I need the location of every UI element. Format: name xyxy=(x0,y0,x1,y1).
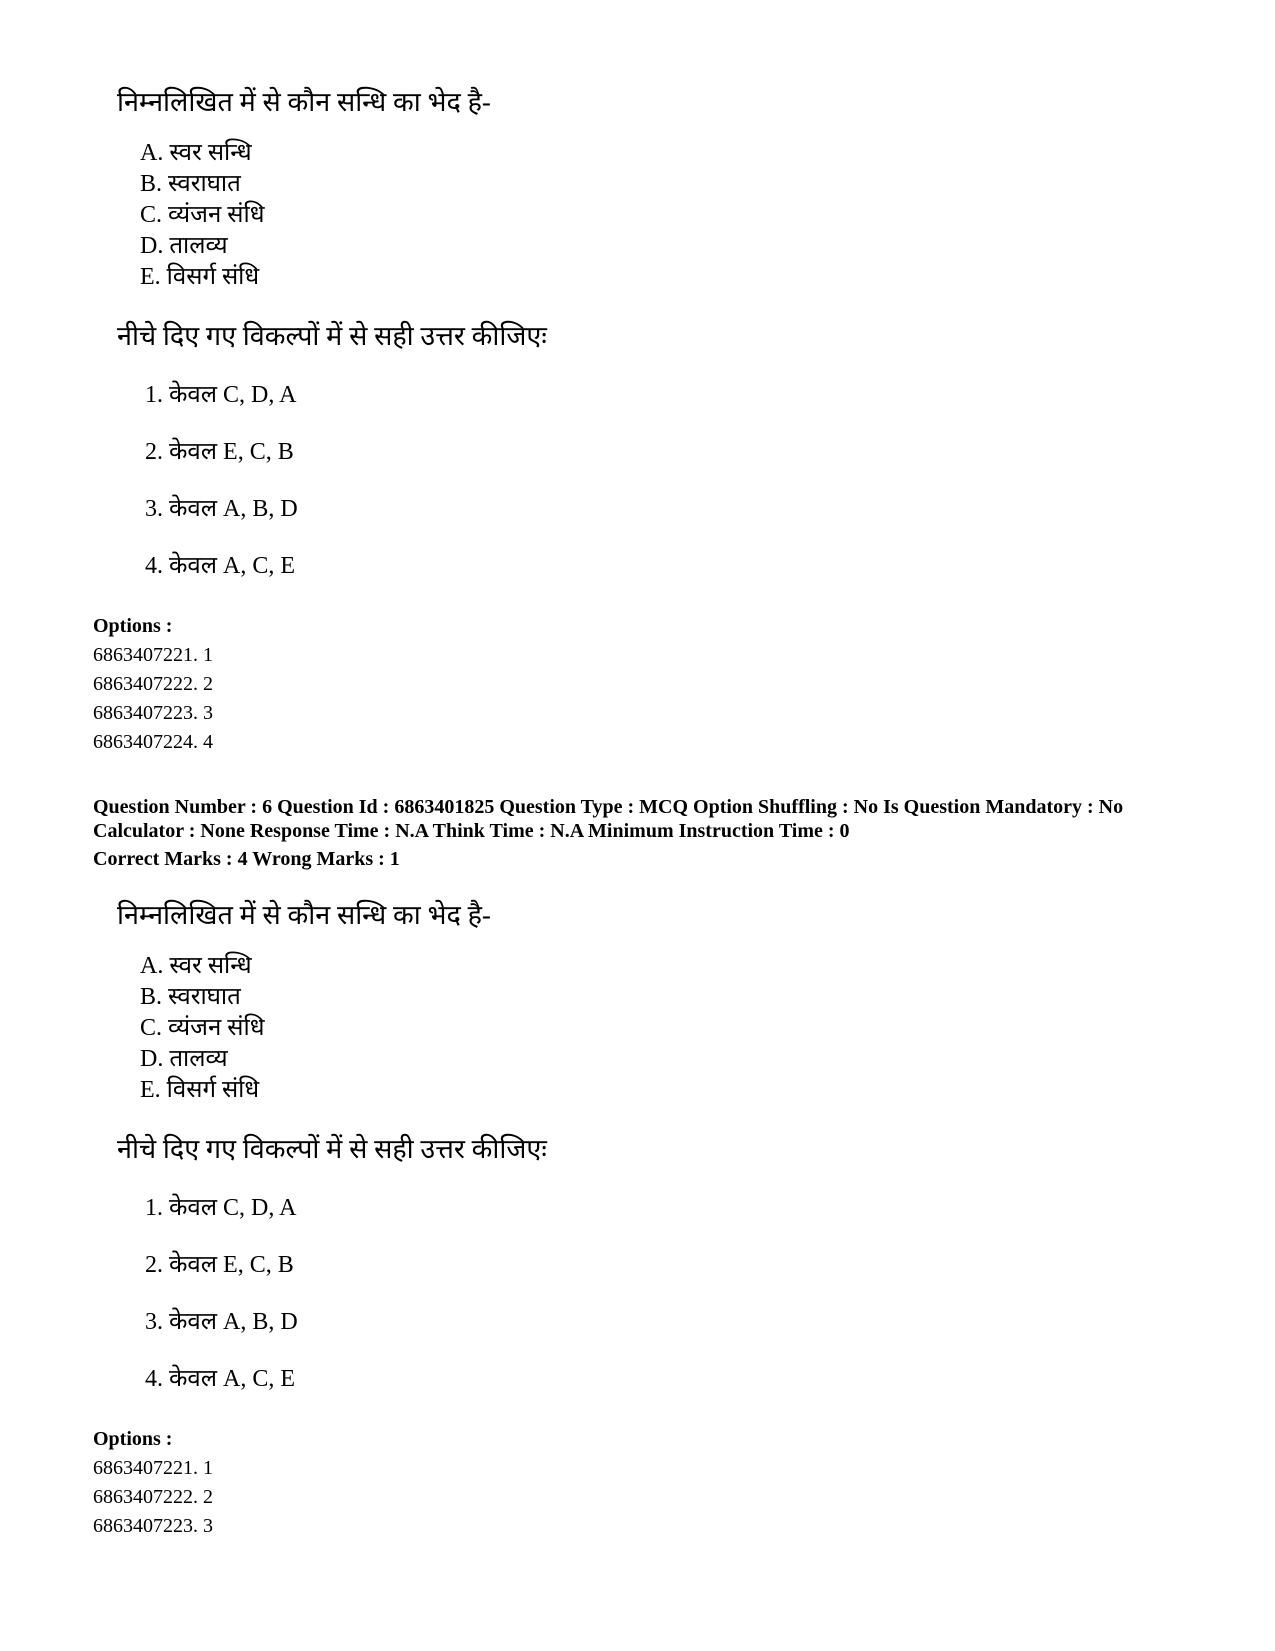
question-stem: निम्नलिखित में से कौन सन्धि का भेद है- xyxy=(117,87,491,117)
question-meta-line-1: Question Number : 6 Question Id : 6863401825 Question Type : MCQ Option Shuffling : No Is Question Mandatory : No xyxy=(93,796,1124,818)
statement-e: E. विसर्ग संधि xyxy=(140,1077,260,1103)
choice-2: 2. केवल E, C, B xyxy=(145,439,294,465)
statement-b: B. स्वराघात xyxy=(140,984,241,1010)
statement-d: D. तालव्य xyxy=(140,233,228,259)
options-heading: Options : xyxy=(93,1428,173,1450)
option-row: 6863407223. 3 xyxy=(93,702,213,724)
statement-d: D. तालव्य xyxy=(140,1046,228,1072)
choice-1: 1. केवल C, D, A xyxy=(145,382,297,408)
option-row: 6863407224. 4 xyxy=(93,731,213,753)
options-heading: Options : xyxy=(93,615,173,637)
choice-2: 2. केवल E, C, B xyxy=(145,1252,294,1278)
statement-c: C. व्यंजन संधि xyxy=(140,202,265,228)
statement-b: B. स्वराघात xyxy=(140,171,241,197)
option-row: 6863407222. 2 xyxy=(93,1486,213,1508)
choice-1: 1. केवल C, D, A xyxy=(145,1195,297,1221)
statement-e: E. विसर्ग संधि xyxy=(140,264,260,290)
choice-3: 3. केवल A, B, D xyxy=(145,1309,298,1335)
option-row: 6863407223. 3 xyxy=(93,1515,213,1537)
option-row: 6863407221. 1 xyxy=(93,644,213,666)
choice-4: 4. केवल A, C, E xyxy=(145,1366,296,1392)
answer-instruction: नीचे दिए गए विकल्पों में से सही उत्तर कीजिएः xyxy=(117,321,547,351)
question-stem: निम्नलिखित में से कौन सन्धि का भेद है- xyxy=(117,900,491,930)
statement-a: A. स्वर सन्धि xyxy=(140,140,252,166)
choice-3: 3. केवल A, B, D xyxy=(145,496,298,522)
answer-instruction: नीचे दिए गए विकल्पों में से सही उत्तर कीजिएः xyxy=(117,1134,547,1164)
option-row: 6863407221. 1 xyxy=(93,1457,213,1479)
statement-c: C. व्यंजन संधि xyxy=(140,1015,265,1041)
statement-a: A. स्वर सन्धि xyxy=(140,953,252,979)
question-meta-line-2: Calculator : None Response Time : N.A Think Time : N.A Minimum Instruction Time : 0 xyxy=(93,820,850,842)
marks-line: Correct Marks : 4 Wrong Marks : 1 xyxy=(93,848,400,870)
option-row: 6863407222. 2 xyxy=(93,673,213,695)
choice-4: 4. केवल A, C, E xyxy=(145,553,296,579)
